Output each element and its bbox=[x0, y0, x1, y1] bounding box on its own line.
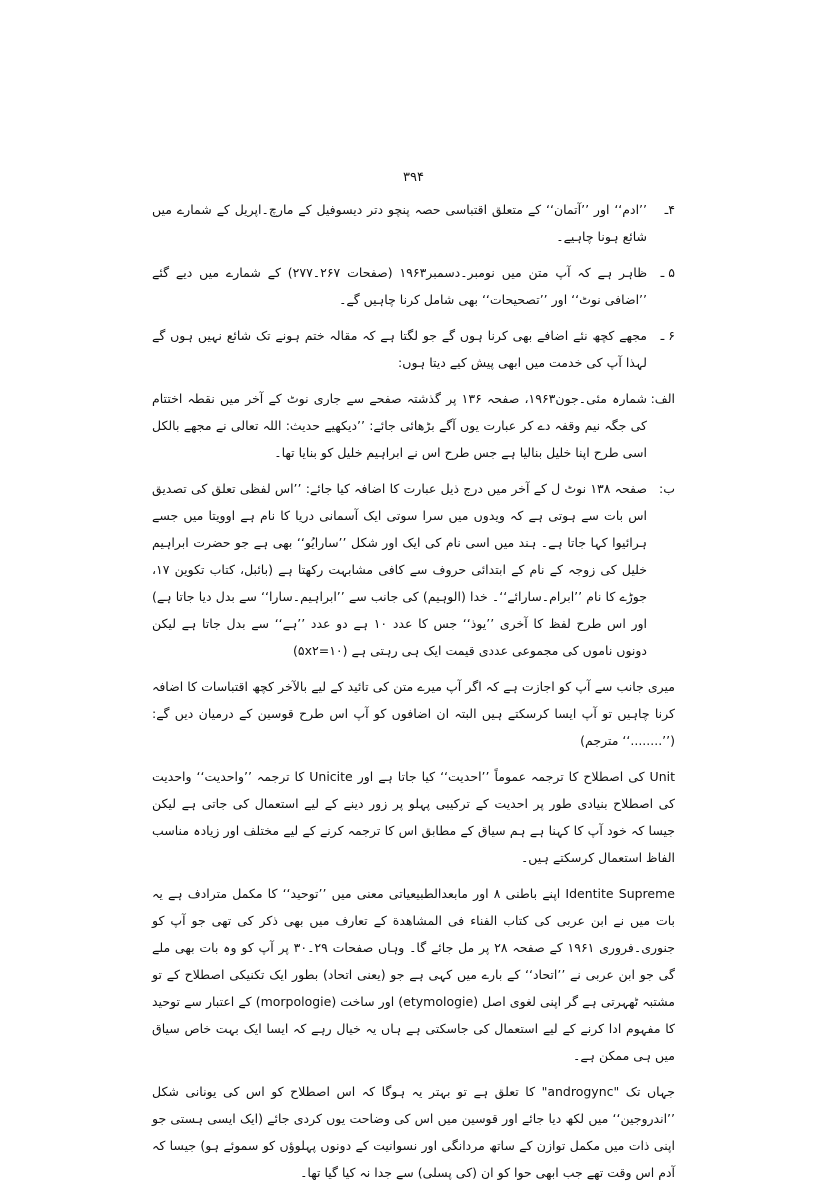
note-text: شمارہ مئی۔جون۱۹۶۳، صفحہ ۱۳۶ پر گذشتہ صفحے سے جاری نوٹ کے آخر میں نقطہ اختتام کی جگہ نیم وقفہ دے کر عبارت یوں آگے بڑھائی جائے: ’’دیکھیے حدیث: اللہ تعالی نے مجھے بالکل اسی طرح اپنا خلیل بنالیا ہے جس طرح اس نے ابراہیم خلیل کو بنایا تھا۔ bbox=[152, 391, 648, 460]
note-marker: الف: bbox=[650, 391, 675, 406]
paragraph-permission: میری جانب سے آپ کو اجازت ہے کہ اگر آپ میرے متن کی تائید کے لیے بالآخر کچھ اقتباسات کا اضافہ کرنا چاہیں تو آپ ایسا کرسکتے ہیں البتہ ان اضافوں کو آپ اس طرح قوسین کے درمیان دیں گے: (’’........‘‘ مترجم) bbox=[152, 679, 675, 748]
note-marker: ب: bbox=[659, 481, 675, 496]
note-text: صفحہ ۱۳۸ نوٹ ل کے آخر میں درج ذیل عبارت کا اضافہ کیا جائے: ’’اس لفظی تعلق کی تصدیق اس بات سے ہوتی ہے کہ ویدوں میں سرا سوتی ایک آسمانی دریا کا نام ہے اوویتا میں جسے ہرائیوا کہا جاتا ہے۔ ہند میں اسی نام کی ایک اور شکل ’’سارایُو‘‘ بھی ہے جو حضرت ابراہیم خلیل کی زوجہ کے نام کے ابتدائی حروف سے کافی مشابہت رکھتا ہے (بائبل، کتاب تکوین ۱۷، جوڑے کا نام ’’ابرام۔سارائے‘‘۔ خدا (الوہیم) کی جانب سے ’’ابراہیم۔سارا‘‘ سے بدل دیا جاتا ہے) اور اس طرح لفظ کا آخری ’’یوذ‘‘ جس کا عدد ۱۰ ہے دو عدد ’’ہے‘‘ سے بدل جاتا ہے لیکن دونوں ناموں کی مجموعی عددی قیمت ایک ہی رہتی ہے (۵x۲=۱۰) bbox=[152, 481, 647, 658]
paragraph-identite-supreme: Identite Supreme اپنے باطنی ۸ اور مابعدالطبیعیاتی معنی میں ’’توحید‘‘ کا مکمل مترادف ہے یہ بات میں نے ابن عربی کی کتاب الفناء فی المشاهدة کے تعارف میں بھی ذکر کی تھی جو آپ کو جنوری۔فروری ۱۹۶۱ کے صفحہ ۲۸ پر مل جائے گا۔ وہاں صفحات ۲۹۔۳۰ پر آپ کو وہ بات بھی ملے گی جو ابن عربی نے ’’اتحاد‘‘ کے بارے میں کہی ہے جو (یعنی اتحاد) بطور ایک تکنیکی اصطلاح کے تو مشتبہ ٹھہرتی ہے گر اپنی لغوی اصل (etymologie) اور ساخت (morpologie) کے اعتبار سے توحید کا مفہوم ادا کرنے کے لیے استعمال کی جاسکتی ہے ہاں یہ خیال رہے کہ ایسا ایک بہت خاص سیاق میں ہی ممکن ہے۔ bbox=[152, 886, 675, 1063]
sub-note-be bbox=[152, 475, 675, 664]
note-marker: ۴ـ bbox=[664, 202, 675, 217]
page-body bbox=[152, 196, 675, 1195]
page-number: ۳۹۴ bbox=[403, 170, 424, 185]
numbered-note-4 bbox=[152, 196, 675, 250]
paragraph-unit-term: Unit کی اصطلاح کا ترجمہ عموماً ’’احدیت‘‘ کیا جاتا ہے اور Unicite کا ترجمہ ’’واحدیت‘‘ واحدیت کی اصطلاح بنیادی طور پر احدیت کے ترکیبی پہلو پر زور دینے کے لیے استعمال کی جاتی ہے لیکن جیسا کہ خود آپ کا کہنا ہے ہم سیاق کے مطابق اس کا ترجمہ کرنے کے لیے مختلف اور زیادہ مناسب الفاظ استعمال کرسکتے ہیں۔ bbox=[152, 769, 675, 865]
numbered-note-6 bbox=[152, 322, 675, 376]
numbered-note-5 bbox=[152, 259, 675, 313]
paragraph-androgyne: جہاں تک "androgync" کا تعلق ہے تو بہتر یہ ہوگا کہ اس اصطلاح کو اس کی یونانی شکل ’’اندروجین‘‘ میں لکھ دیا جائے اور قوسین میں اس کی وضاحت یوں کردی جائے (ایک ایسی ہستی جو اپنی ذات میں مکمل توازن کے ساتھ مردانگی اور نسوانیت کے دونوں پہلوؤں کو سموئے ہو) جیسا کہ آدم اس وقت تھے جب ابھی حوا کو ان (کی پسلی) سے جدا نہ کیا گیا تھا۔ bbox=[152, 1084, 676, 1180]
note-text: ظاہر ہے کہ آپ متن میں نومبر۔دسمبر۱۹۶۳ (صفحات ۲۶۷۔۲۷۷) کے شمارے میں دیے گئے ’’اضافی نوٹ‘‘ اور ’’تصحیحات‘‘ بھی شامل کرنا چاہیں گے۔ bbox=[152, 265, 648, 307]
note-marker: ۵ ـ bbox=[660, 265, 675, 280]
note-text: مجھے کچھ نئے اضافے بھی کرنا ہوں گے جو لگتا ہے کہ مقالہ ختم ہونے تک شائع نہیں ہوں گے لہذا آپ کی خدمت میں ابھی پیش کیے دیتا ہوں: bbox=[152, 328, 647, 370]
sub-note-alif bbox=[152, 385, 675, 466]
note-text: ’’ادم‘‘ اور ’’آتمان‘‘ کے متعلق اقتباسی حصہ پنچو دتر دیسوفیل کے مارچ۔اپریل کے شمارے میں شائع ہونا چاہیے۔ bbox=[152, 202, 647, 244]
note-marker: ۶ ـ bbox=[660, 328, 675, 343]
